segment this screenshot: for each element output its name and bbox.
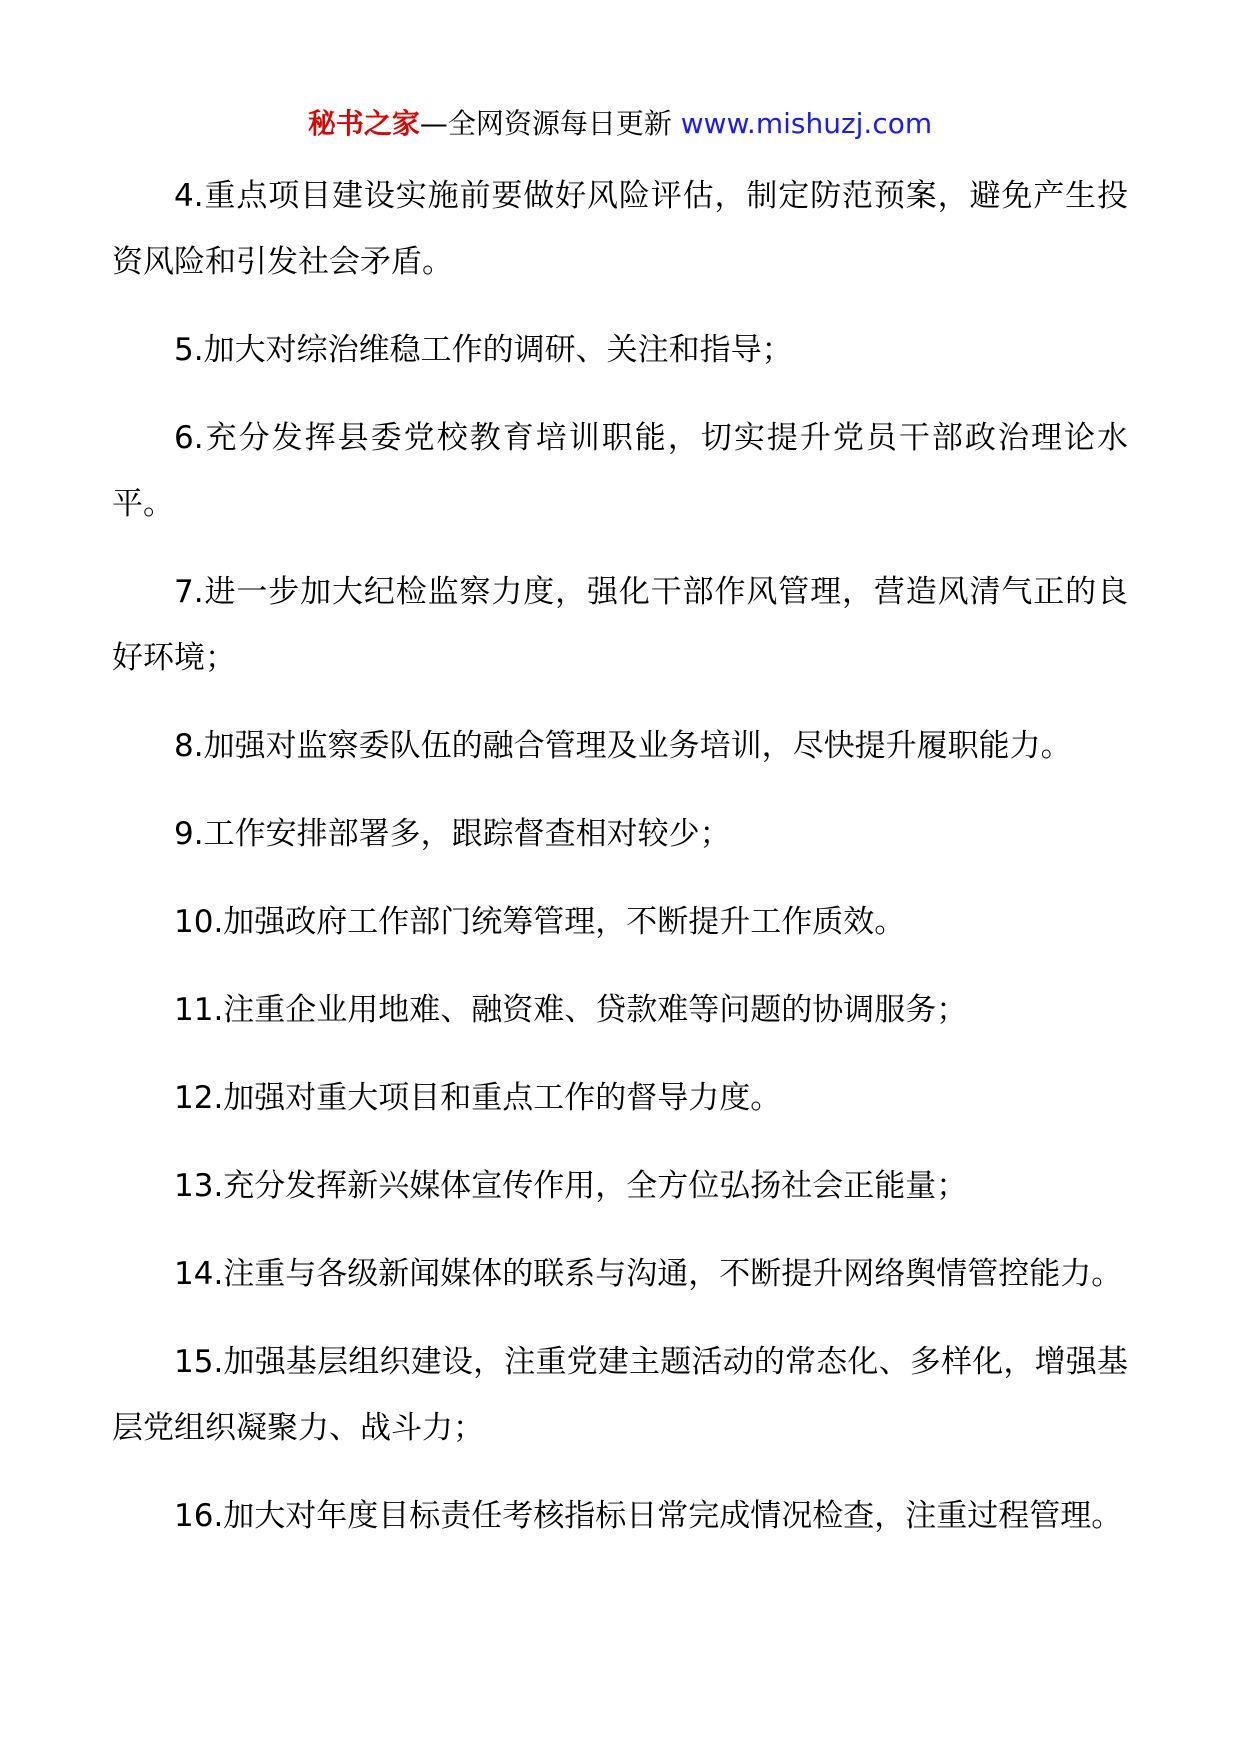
site-tagline: —全网资源每日更新	[419, 107, 681, 140]
list-item: 14.注重与各级新闻媒体的联系与沟通，不断提升网络舆情管控能力。	[174, 1256, 1123, 1292]
list-item: 9.工作安排部署多，跟踪督查相对较少；	[174, 816, 731, 852]
list-item: 6.充分发挥县委党校教育培训职能，切实提升党员干部政治理论水平。	[112, 420, 1128, 522]
list-item: 11.注重企业用地难、融资难、贷款难等问题的协调服务；	[174, 992, 968, 1028]
list-item: 15.加强基层组织建设，注重党建主题活动的常态化、多样化，增强基层党组织凝聚力、战斗力；	[112, 1344, 1128, 1446]
page-header	[0, 104, 1240, 144]
site-brand: 秘书之家	[307, 107, 420, 140]
list-item: 5.加大对综治维稳工作的调研、关注和指导；	[174, 332, 793, 368]
document-body	[112, 163, 1128, 1571]
list-item: 8.加强对监察委队伍的融合管理及业务培训，尽快提升履职能力。	[174, 728, 1072, 764]
list-item: 7.进一步加大纪检监察力度，强化干部作风管理，营造风清气正的良好环境；	[112, 574, 1128, 676]
list-item: 16.加大对年度目标责任考核指标日常完成情况检查，注重过程管理。	[174, 1498, 1123, 1534]
site-url-link[interactable]: www.mishuzj.com	[680, 107, 933, 140]
list-item: 12.加强对重大项目和重点工作的督导力度。	[174, 1080, 782, 1116]
list-item: 4.重点项目建设实施前要做好风险评估，制定防范预案，避免产生投资风险和引发社会矛盾。	[112, 178, 1128, 280]
list-item: 13.充分发挥新兴媒体宣传作用，全方位弘扬社会正能量；	[174, 1168, 968, 1204]
list-item: 10.加强政府工作部门统筹管理，不断提升工作质效。	[174, 904, 906, 940]
